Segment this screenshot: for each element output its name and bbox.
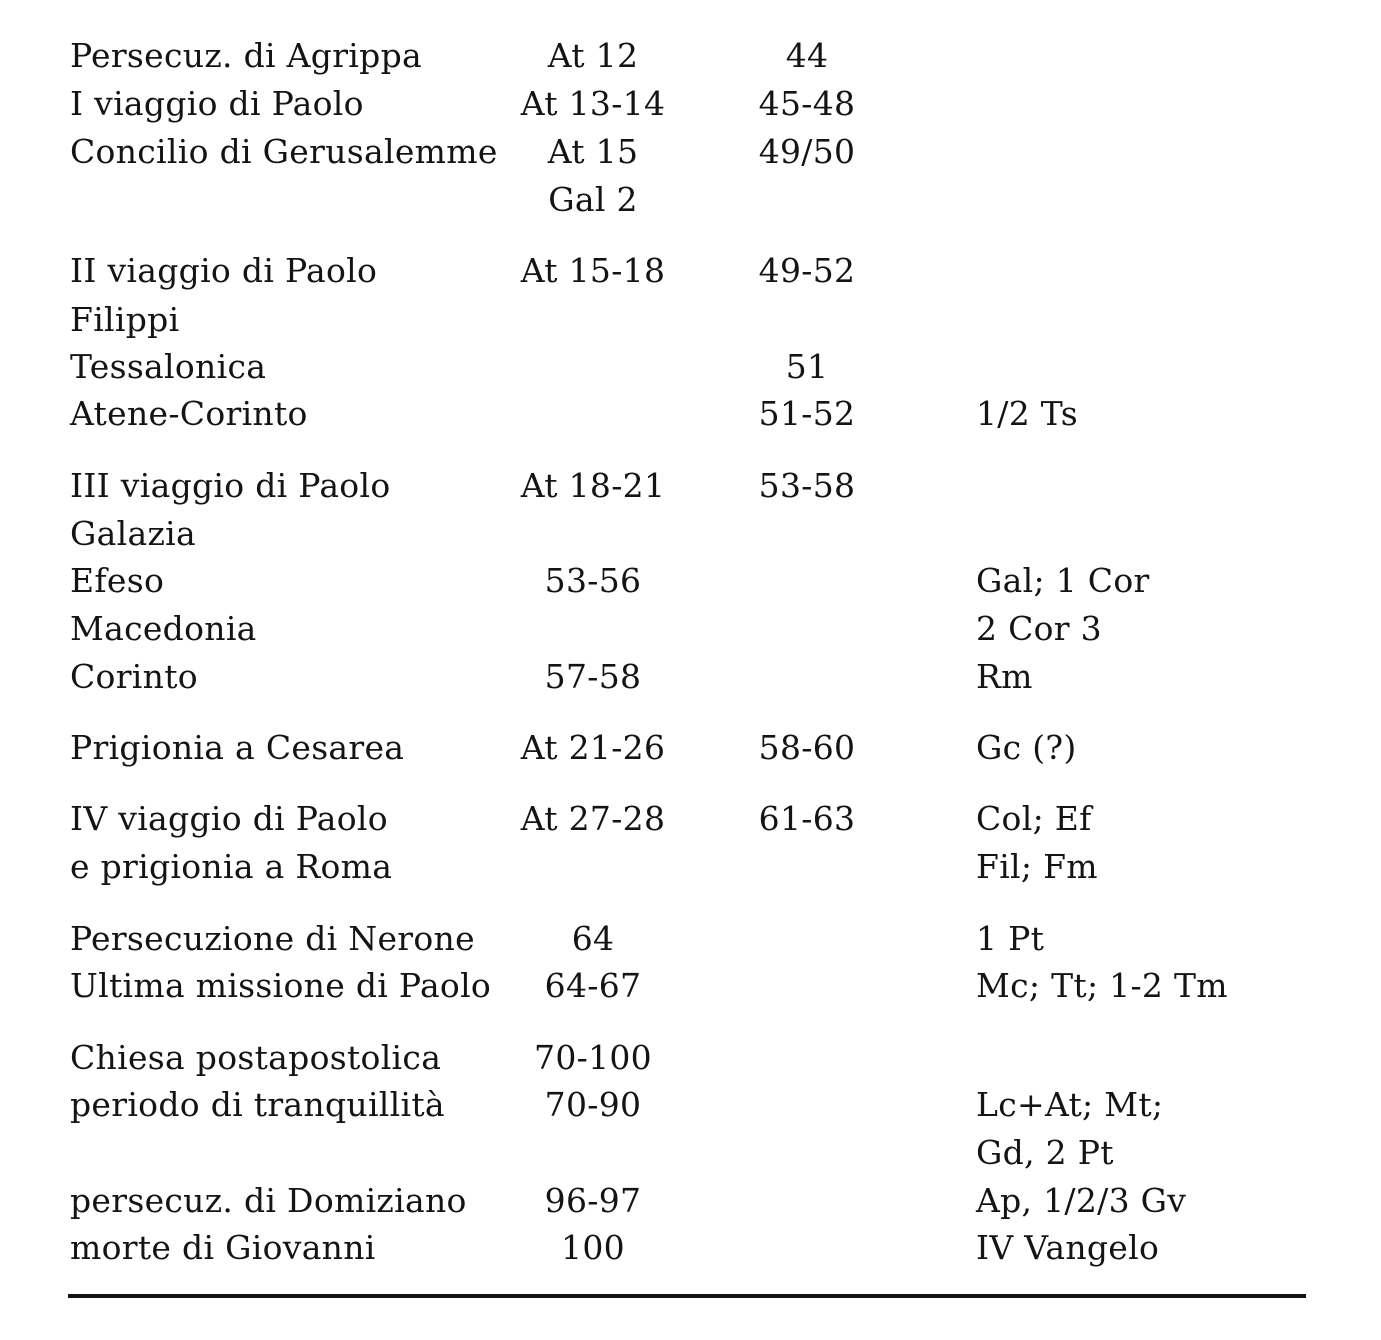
date-cell: 51-52 [758,394,856,433]
event-cell: III viaggio di Paolo [70,466,391,505]
event-cell: morte di Giovanni [70,1228,376,1267]
reference-cell: 100 [561,1228,625,1267]
table-row [0,795,1381,843]
reference-cell: At 12 [547,36,639,75]
date-cell: 61-63 [758,799,856,838]
table-row [0,1224,1381,1272]
event-cell: II viaggio di Paolo [70,251,378,290]
event-cell: I viaggio di Paolo [70,84,364,123]
event-cell: Chiesa postapostolica [70,1038,442,1077]
reference-cell: At 18-21 [520,466,666,505]
reference-cell: 64-67 [544,966,642,1005]
event-cell: Prigionia a Cesarea [70,728,405,767]
table-row [0,510,1381,558]
table-row [0,843,1381,891]
event-cell: e prigionia a Roma [70,847,393,886]
table-row [0,128,1381,176]
event-cell: Galazia [70,514,196,553]
event-cell: Persecuz. di Agrippa [70,36,422,75]
table-row [0,1129,1381,1177]
table-row [0,390,1381,438]
event-cell: persecuz. di Domiziano [70,1181,467,1220]
event-cell: Filippi [70,300,180,339]
table-row [0,962,1381,1010]
writings-cell: Lc+At; Mt; [976,1085,1164,1124]
table-row [0,605,1381,653]
reference-cell: 53-56 [544,561,642,600]
writings-cell: Rm [976,657,1033,696]
reference-cell: 57-58 [544,657,642,696]
writings-cell: Fil; Fm [976,847,1098,886]
reference-cell: At 13-14 [520,84,666,123]
table-row [0,1034,1381,1082]
writings-cell: Gal; 1 Cor [976,561,1150,600]
table-row [0,462,1381,510]
table-row [0,1081,1381,1129]
reference-cell: At 27-28 [520,799,666,838]
event-cell: periodo di tranquillità [70,1085,445,1124]
table-row [0,80,1381,128]
event-cell: Efeso [70,561,165,600]
reference-cell: 70-100 [534,1038,652,1077]
writings-cell: IV Vangelo [976,1228,1160,1267]
event-cell: Persecuzione di Nerone [70,919,475,958]
reference-cell: At 21-26 [520,728,666,767]
table-row [0,296,1381,344]
reference-cell: Gal 2 [548,180,638,219]
table-row [0,32,1381,80]
event-cell: Tessalonica [70,347,267,386]
event-cell: Corinto [70,657,198,696]
event-cell: Concilio di Gerusalemme [70,132,498,171]
table-row [0,724,1381,772]
writings-cell: 1/2 Ts [976,394,1078,433]
reference-cell: At 15-18 [520,251,666,290]
table-row [0,343,1381,391]
table-row [0,915,1381,963]
table-row [0,176,1381,224]
writings-cell: Col; Ef [976,799,1092,838]
date-cell: 53-58 [758,466,856,505]
table-row [0,1177,1381,1225]
writings-cell: Gd, 2 Pt [976,1133,1114,1172]
date-cell: 44 [785,36,829,75]
writings-cell: Gc (?) [976,728,1077,767]
table-row [0,557,1381,605]
reference-cell: 96-97 [544,1181,642,1220]
table-row [0,653,1381,701]
date-cell: 49/50 [758,132,856,171]
event-cell: IV viaggio di Paolo [70,799,388,838]
event-cell: Ultima missione di Paolo [70,966,492,1005]
writings-cell: Mc; Tt; 1-2 Tm [976,966,1228,1005]
event-cell: Macedonia [70,609,257,648]
bottom-rule [68,1294,1306,1298]
writings-cell: 2 Cor 3 [976,609,1102,648]
writings-cell: Ap, 1/2/3 Gv [976,1181,1187,1220]
reference-cell: 70-90 [544,1085,642,1124]
table-row [0,247,1381,295]
writings-cell: 1 Pt [976,919,1045,958]
event-cell: Atene-Corinto [70,394,308,433]
date-cell: 58-60 [758,728,856,767]
date-cell: 51 [785,347,829,386]
date-cell: 49-52 [758,251,856,290]
date-cell: 45-48 [758,84,856,123]
reference-cell: 64 [571,919,615,958]
reference-cell: At 15 [547,132,639,171]
